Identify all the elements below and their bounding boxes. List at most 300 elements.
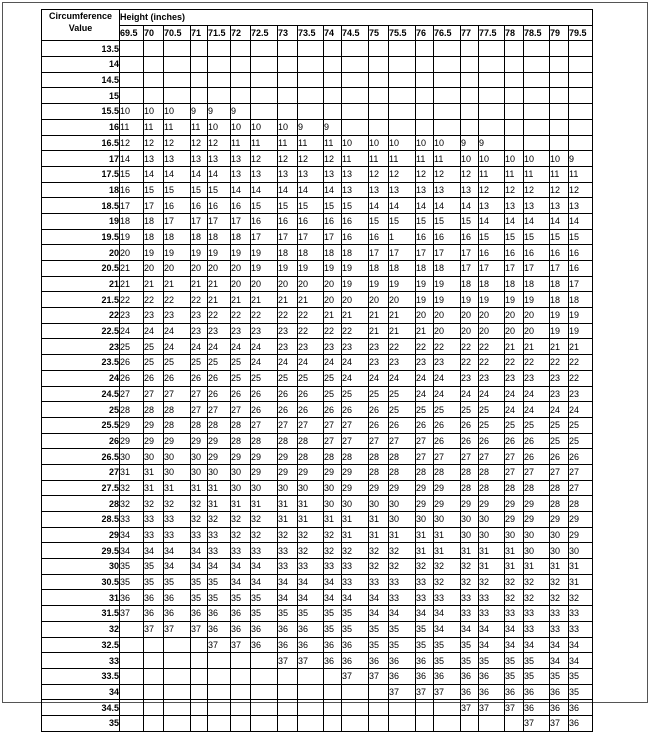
value-cell: 35 [144,574,164,590]
value-cell: 35 [324,606,342,622]
value-cell [342,119,369,135]
value-cell: 17 [208,213,231,229]
value-cell: 13 [278,166,298,182]
value-cell: 10 [434,135,461,151]
value-cell [298,72,324,88]
value-cell: 18 [324,245,342,261]
value-cell: 28 [461,480,479,496]
value-cell: 13 [144,151,164,167]
value-cell: 22 [231,308,251,324]
value-cell [550,41,569,57]
value-cell: 27 [342,417,369,433]
table-row [42,370,593,386]
value-cell [389,88,416,104]
value-cell: 23 [369,355,389,371]
circumference-cell: 24 [42,370,120,386]
value-cell: 25 [342,386,369,402]
value-cell: 20 [434,323,461,339]
circumference-cell: 16 [42,119,120,135]
value-cell: 13 [550,198,569,214]
table-head [42,10,593,41]
value-cell [524,135,550,151]
value-cell: 23 [461,370,479,386]
circumference-cell: 32.5 [42,637,120,653]
value-cell: 24 [120,323,144,339]
value-cell: 13 [524,198,550,214]
value-cell: 20 [324,292,342,308]
value-cell: 36 [298,637,324,653]
value-cell: 11 [231,135,251,151]
value-cell: 35 [208,574,231,590]
value-cell: 31 [278,496,298,512]
value-cell: 23 [208,323,231,339]
value-cell: 33 [208,543,231,559]
value-cell: 17 [479,261,505,277]
table-row [42,213,593,229]
circumference-cell: 20.5 [42,261,120,277]
circumference-cell: 14.5 [42,72,120,88]
value-cell: 32 [120,496,144,512]
value-cell: 20 [461,308,479,324]
value-cell [144,700,164,716]
value-cell: 11 [524,166,550,182]
value-cell: 30 [231,480,251,496]
value-cell [208,88,231,104]
value-cell: 27 [434,449,461,465]
value-cell: 14 [416,198,434,214]
value-cell: 24 [278,355,298,371]
value-cell [251,88,278,104]
value-cell: 25 [251,370,278,386]
value-cell: 35 [369,637,389,653]
value-cell: 26 [251,402,278,418]
value-cell: 26 [324,402,342,418]
height-column-header: 75.5 [389,25,416,41]
value-cell [324,700,342,716]
value-cell: 15 [342,198,369,214]
value-cell: 34 [120,527,144,543]
value-cell: 16 [278,213,298,229]
value-cell: 29 [278,449,298,465]
value-cell: 14 [251,182,278,198]
value-cell: 23 [298,339,324,355]
value-cell: 25 [144,339,164,355]
value-cell [251,57,278,73]
value-cell: 20 [278,276,298,292]
value-cell: 11 [144,119,164,135]
value-cell: 35 [342,621,369,637]
circumference-cell: 34 [42,684,120,700]
value-cell: 27 [120,386,144,402]
value-cell: 12 [278,151,298,167]
value-cell: 11 [505,166,524,182]
value-cell: 10 [461,151,479,167]
table-row [42,339,593,355]
value-cell: 33 [524,621,550,637]
value-cell: 15 [251,198,278,214]
value-cell: 10 [389,135,416,151]
value-cell: 29 [416,496,434,512]
value-cell: 19 [389,276,416,292]
value-cell: 20 [231,276,251,292]
value-cell: 14 [298,182,324,198]
value-cell: 21 [191,276,208,292]
value-cell: 29 [369,480,389,496]
value-cell: 15 [144,182,164,198]
value-cell: 32 [324,527,342,543]
value-cell: 16 [164,198,191,214]
value-cell: 18 [550,276,569,292]
value-cell: 34 [416,606,434,622]
value-cell: 23 [191,308,208,324]
value-cell: 23 [524,370,550,386]
circumference-cell: 17 [42,151,120,167]
table-row [42,245,593,261]
value-cell: 37 [505,700,524,716]
value-cell: 31 [434,543,461,559]
circumference-cell: 32 [42,621,120,637]
circumference-cell: 33 [42,653,120,669]
value-cell: 17 [550,261,569,277]
value-cell: 32 [550,590,569,606]
value-cell: 35 [369,621,389,637]
value-cell: 19 [208,245,231,261]
value-cell: 33 [416,590,434,606]
value-cell: 31 [416,527,434,543]
circumference-cell: 27.5 [42,480,120,496]
value-cell: 31 [298,496,324,512]
value-cell: 13 [208,151,231,167]
value-cell: 26 [144,370,164,386]
value-cell: 15 [524,229,550,245]
value-cell: 21 [251,292,278,308]
value-cell: 23 [479,370,505,386]
value-cell: 12 [298,151,324,167]
value-cell: 30 [524,543,550,559]
value-cell: 34 [231,559,251,575]
value-cell: 34 [191,559,208,575]
value-cell [324,684,342,700]
value-cell: 31 [298,512,324,528]
value-cell: 35 [434,653,461,669]
value-cell: 34 [434,606,461,622]
value-cell: 29 [120,433,144,449]
value-cell [278,104,298,120]
value-cell: 18 [208,229,231,245]
value-cell: 19 [369,276,389,292]
value-cell [120,637,144,653]
value-cell [505,41,524,57]
value-cell: 9 [208,104,231,120]
value-cell: 21 [144,276,164,292]
value-cell: 25 [324,386,342,402]
table-row [42,88,593,104]
value-cell: 34 [505,621,524,637]
value-cell: 20 [191,261,208,277]
value-cell: 13 [251,166,278,182]
value-cell: 11 [479,166,505,182]
value-cell: 22 [298,323,324,339]
value-cell [524,72,550,88]
value-cell: 24 [251,339,278,355]
value-cell: 36 [324,653,342,669]
value-cell: 13 [342,166,369,182]
value-cell: 17 [278,229,298,245]
value-cell: 26 [434,433,461,449]
circumference-cell: 22 [42,308,120,324]
value-cell: 11 [550,166,569,182]
value-cell: 34 [251,559,278,575]
value-cell: 15 [461,213,479,229]
height-column-header: 77.5 [479,25,505,41]
value-cell [191,41,208,57]
value-cell: 25 [144,355,164,371]
value-cell: 33 [208,527,231,543]
value-cell: 21 [298,292,324,308]
value-cell: 34 [342,590,369,606]
value-cell: 32 [550,574,569,590]
value-cell: 19 [231,245,251,261]
value-cell: 32 [505,574,524,590]
value-cell [569,119,593,135]
value-cell: 26 [298,402,324,418]
value-cell: 28 [416,464,434,480]
value-cell: 30 [191,449,208,465]
value-cell [120,653,144,669]
value-cell: 32 [461,574,479,590]
circumference-cell: 34.5 [42,700,120,716]
value-cell: 29 [231,449,251,465]
value-cell: 26 [461,433,479,449]
table-row [42,72,593,88]
circumference-cell: 19.5 [42,229,120,245]
value-cell: 33 [569,606,593,622]
value-cell [144,88,164,104]
value-cell: 20 [369,292,389,308]
value-cell [505,104,524,120]
value-cell: 31 [461,543,479,559]
circumference-cell: 23.5 [42,355,120,371]
value-cell: 36 [389,668,416,684]
value-cell: 11 [164,119,191,135]
value-cell: 19 [524,292,550,308]
value-cell [389,72,416,88]
value-cell: 37 [120,606,144,622]
value-cell: 26 [208,386,231,402]
value-cell: 12 [369,166,389,182]
value-cell: 35 [434,637,461,653]
value-cell: 19 [569,323,593,339]
circumference-cell: 19 [42,213,120,229]
value-cell: 33 [479,606,505,622]
value-cell: 24 [389,370,416,386]
value-cell: 35 [191,590,208,606]
table-row [42,496,593,512]
value-cell: 36 [191,606,208,622]
table-row [42,449,593,465]
value-cell: 32 [144,496,164,512]
value-cell: 23 [120,308,144,324]
value-cell: 30 [208,464,231,480]
table-row [42,229,593,245]
value-cell: 29 [569,527,593,543]
value-cell: 25 [389,386,416,402]
value-cell: 12 [191,135,208,151]
value-cell: 36 [342,637,369,653]
value-cell: 29 [251,464,278,480]
value-cell: 22 [251,308,278,324]
value-cell: 10 [342,135,369,151]
value-cell: 37 [208,637,231,653]
value-cell: 15 [369,213,389,229]
value-cell: 32 [251,527,278,543]
value-cell: 25 [231,370,251,386]
value-cell: 14 [550,213,569,229]
value-cell: 34 [479,621,505,637]
value-cell: 33 [550,606,569,622]
value-cell: 33 [434,590,461,606]
value-cell: 34 [389,606,416,622]
value-cell: 29 [461,496,479,512]
value-cell: 36 [231,606,251,622]
value-cell: 17 [389,245,416,261]
value-cell [144,637,164,653]
value-cell: 31 [208,496,231,512]
value-cell: 27 [208,402,231,418]
value-cell [369,41,389,57]
value-cell: 36 [324,637,342,653]
value-cell: 36 [298,621,324,637]
value-cell [416,88,434,104]
circumference-cell: 24.5 [42,386,120,402]
value-cell [231,57,251,73]
circumference-header-line2: Value [68,23,93,33]
value-cell: 37 [191,621,208,637]
value-cell: 17 [298,229,324,245]
value-cell: 28 [298,449,324,465]
value-cell: 13 [569,198,593,214]
value-cell: 25 [434,402,461,418]
value-cell: 21 [120,276,144,292]
value-cell: 28 [231,433,251,449]
value-cell [278,88,298,104]
circumference-cell: 30.5 [42,574,120,590]
value-cell [524,119,550,135]
value-cell: 31 [505,559,524,575]
value-cell: 19 [144,245,164,261]
value-cell: 28 [461,464,479,480]
value-cell: 28 [369,449,389,465]
value-cell: 26 [208,370,231,386]
value-cell: 33 [164,512,191,528]
value-cell: 21 [389,323,416,339]
value-cell: 14 [324,182,342,198]
value-cell: 28 [550,480,569,496]
value-cell: 20 [389,292,416,308]
value-cell: 11 [324,135,342,151]
table-row [42,590,593,606]
value-cell: 22 [416,339,434,355]
value-cell: 16 [505,245,524,261]
value-cell: 26 [278,386,298,402]
circumference-cell: 26 [42,433,120,449]
value-cell: 21 [416,323,434,339]
value-cell: 24 [505,402,524,418]
circumference-cell: 21.5 [42,292,120,308]
value-cell: 34 [298,574,324,590]
value-cell: 37 [550,715,569,731]
value-cell: 22 [298,308,324,324]
value-cell: 28 [120,402,144,418]
value-cell [369,684,389,700]
value-cell: 34 [278,574,298,590]
value-cell: 16 [191,198,208,214]
value-cell: 23 [569,386,593,402]
value-cell: 23 [342,339,369,355]
circumference-cell: 31 [42,590,120,606]
value-cell [298,715,324,731]
value-cell: 10 [208,119,231,135]
value-cell [231,653,251,669]
value-cell: 10 [231,119,251,135]
value-cell: 29 [208,449,231,465]
table-row [42,715,593,731]
value-cell: 16 [369,229,389,245]
value-cell [324,668,342,684]
value-cell: 37 [416,684,434,700]
value-cell: 37 [231,637,251,653]
value-cell: 17 [144,198,164,214]
value-cell [524,41,550,57]
value-cell: 22 [569,355,593,371]
value-cell [164,88,191,104]
value-cell: 24 [505,386,524,402]
value-cell: 22 [550,355,569,371]
value-cell: 21 [278,292,298,308]
value-cell: 33 [278,543,298,559]
height-column-header: 78.5 [524,25,550,41]
value-cell: 18 [164,229,191,245]
value-cell: 16 [324,213,342,229]
value-cell: 29 [164,433,191,449]
value-cell [479,715,505,731]
table-row [42,606,593,622]
value-cell: 25 [569,433,593,449]
value-cell [342,88,369,104]
table-row [42,41,593,57]
height-column-header: 71.5 [208,25,231,41]
value-cell [461,104,479,120]
value-cell: 26 [342,402,369,418]
value-cell: 25 [550,417,569,433]
circumference-cell: 22.5 [42,323,120,339]
value-cell: 25 [231,355,251,371]
table-row [42,637,593,653]
value-cell: 28 [324,449,342,465]
value-cell: 32 [524,574,550,590]
value-cell: 24 [524,402,550,418]
value-cell [120,621,144,637]
value-cell: 18 [479,276,505,292]
value-cell [298,684,324,700]
value-cell: 16 [434,229,461,245]
value-cell [251,653,278,669]
value-cell [369,104,389,120]
value-cell: 18 [550,292,569,308]
value-cell [251,700,278,716]
value-cell: 12 [416,166,434,182]
value-cell [120,88,144,104]
